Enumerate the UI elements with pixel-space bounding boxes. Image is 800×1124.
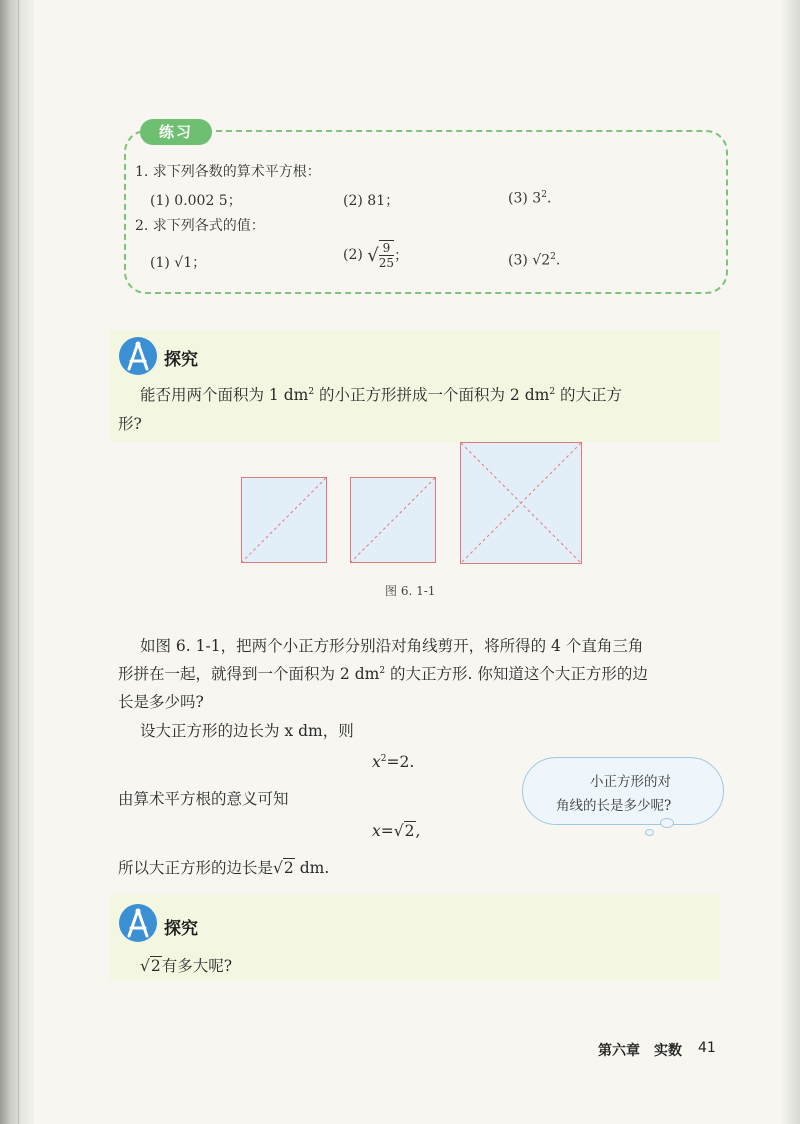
explore-question-2: √2有多大呢? [140,957,233,975]
small-square-2 [350,477,436,563]
explore-question-line-2: 形? [118,415,142,433]
explore-title-2: 探究 [164,919,198,939]
practice-q1-item-3: (3) $3^2$. [508,190,552,207]
page-fold-line [18,0,19,1124]
equation-1: $x^2=2$. [372,753,415,771]
explore-title: 探究 [164,350,198,370]
equation-2: x=√2, [372,822,421,840]
figure-caption: 图 6. 1-1 [385,584,436,598]
paragraph-line-2: 形拼在一起，就得到一个面积为 2 $dm^2$ 的大正方形. 你知道这个大正方形的边 [118,665,648,683]
paragraph-line-6: 所以大正方形的边长是√2 dm. [118,859,330,877]
practice-q2-item-1: (1) √1； [150,255,207,271]
page-number: 41 [698,1040,716,1056]
explore-compass-icon [118,336,158,376]
bubble-text-line-1: 小正方形的对 [590,774,671,790]
practice-q1-item-2: (2) 81； [343,193,400,209]
diagonal-line [351,478,435,562]
diagonal-lines [461,443,581,563]
thought-bubble [522,757,724,825]
practice-q2-item-2: (2) √ $\frac{9}{25}$ ； [343,241,409,270]
paragraph-line-5: 由算术平方根的意义可知 [118,790,289,808]
large-square [460,442,582,564]
paragraph-line-4: 设大正方形的边长为 x dm，则 [140,722,354,740]
explore-compass-icon [118,903,158,943]
practice-tag: 练习 [140,119,212,145]
book-spine-shadow [0,0,34,1124]
bubble-text-line-2: 角线的长是多少呢? [556,798,672,814]
practice-q1-item-1: (1) 0.002 5； [150,193,242,209]
explore-question-line-1: 能否用两个面积为 1 $dm^2$ 的小正方形拼成一个面积为 2 $dm^2$ 的大正方 [140,386,623,404]
bubble-dot [645,829,654,836]
small-square-1 [241,477,327,563]
bubble-dot [660,818,674,828]
paragraph-line-3: 长是多少吗? [118,693,204,711]
diagonal-line [242,478,326,562]
chapter-label: 第六章 实数 [598,1043,682,1059]
paragraph-line-1: 如图 6. 1-1，把两个小正方形分别沿对角线剪开，将所得的 4 个直角三角 [140,637,644,655]
practice-question-2: 2. 求下列各式的值： [135,218,265,234]
practice-question-1: 1. 求下列各数的算术平方根： [135,164,321,180]
practice-q2-item-3: (3) $√2^2$. [508,252,561,269]
practice-box [124,130,728,294]
page-edge-shadow [780,0,800,1124]
